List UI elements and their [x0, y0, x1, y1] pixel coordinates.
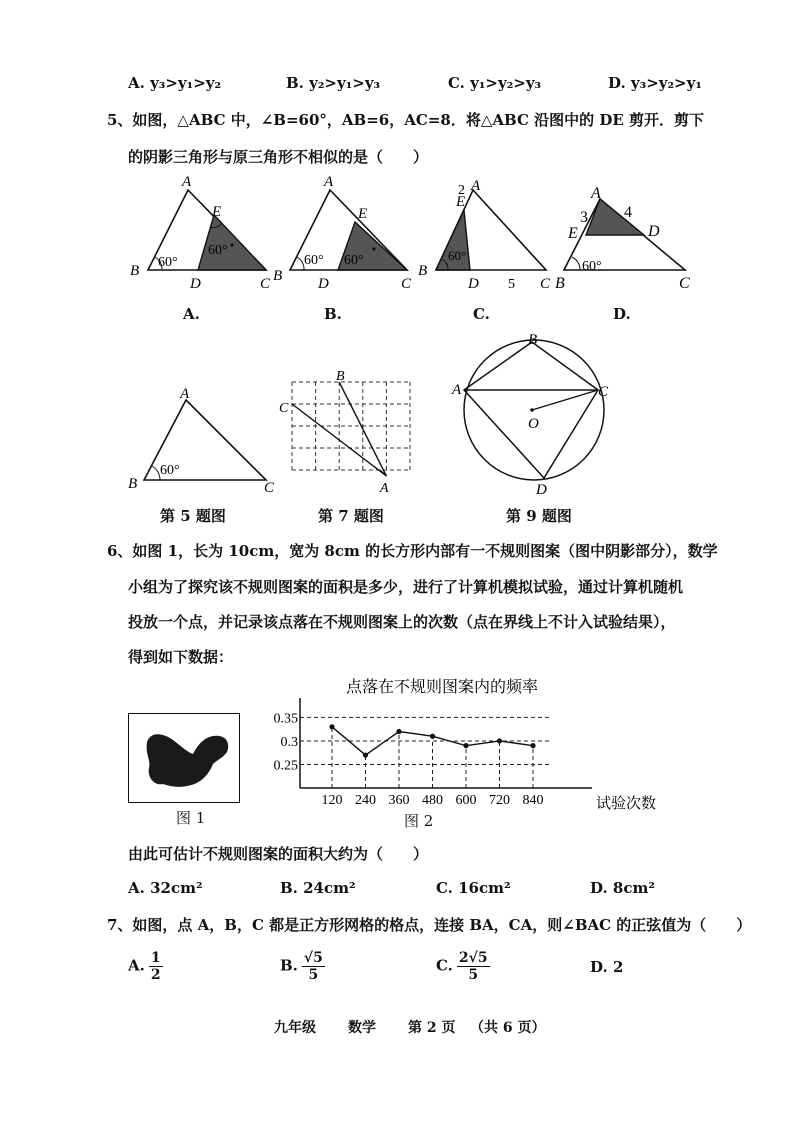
chart-x-axis-label: 试验次数 — [596, 796, 657, 812]
data-point — [363, 752, 368, 757]
label-e: E — [358, 206, 368, 222]
x-tick-label: 720 — [489, 793, 510, 808]
q5-caption-a: A. — [183, 305, 200, 323]
label-d: D — [190, 276, 201, 292]
fraction — [457, 950, 490, 983]
q6-option-a: A. 32cm² — [128, 879, 203, 897]
q6-option-c: C. 16cm² — [436, 879, 511, 897]
q6-option-b: B. 24cm² — [280, 879, 356, 897]
q7-option-c — [436, 950, 490, 983]
fraction — [149, 950, 163, 983]
option-label: A. — [128, 956, 145, 975]
label-c: C — [264, 480, 275, 496]
y-tick-label: 0.25 — [273, 758, 298, 774]
label-a: A — [324, 174, 334, 190]
q4-option-c: C. y₁>y₂>y₃ — [448, 74, 542, 92]
label-a: A — [452, 382, 462, 398]
data-point — [430, 734, 435, 739]
q6-question-line2: 小组为了探究该不规则图案的面积是多少，进行了计算机模拟试验，通过计算机随机 — [128, 578, 684, 596]
q7-option-d — [590, 958, 623, 976]
q5-caption-b: B. — [324, 305, 342, 323]
numerator: 2√5 — [458, 950, 488, 966]
label-d: D — [536, 482, 547, 498]
x-tick-label: 240 — [355, 793, 376, 808]
footer-total: （共 6 页） — [470, 1020, 546, 1036]
q7-option-a — [128, 950, 163, 983]
label-d: D — [468, 276, 479, 292]
label-c: C — [260, 276, 271, 292]
frequency-chart — [262, 672, 657, 820]
q5-option-figures — [118, 172, 688, 302]
q5-question-line1: 5、如图，△ABC 中，∠B=60°，AB=6，AC=8．将△ABC 沿图中的 DE 剪开．剪下 — [107, 111, 704, 129]
y-tick-label: 0.35 — [273, 711, 298, 727]
q6-fig2-caption: 图 2 — [404, 812, 434, 830]
segment-label-2: 2 — [458, 183, 465, 198]
segment-label-4: 4 — [624, 204, 632, 221]
label-b: B — [555, 275, 565, 292]
denominator: 2 — [150, 967, 161, 983]
label-a: A — [182, 174, 192, 190]
q5-main-figure — [118, 380, 288, 498]
label-d: D — [648, 223, 660, 240]
q5-figure-c — [418, 178, 551, 292]
q6-option-d: D. 8cm² — [590, 879, 655, 897]
data-point — [497, 738, 502, 743]
q9-circle-figure — [448, 328, 624, 498]
angle-label: 60° — [344, 253, 364, 268]
angle-label: 60° — [582, 259, 602, 274]
x-tick-label: 480 — [422, 793, 443, 808]
angle-label: 60° — [160, 463, 180, 478]
q4-option-a: A. y₃>y₁>y₂ — [128, 74, 222, 92]
option-label: C. — [436, 956, 453, 975]
x-tick-label: 840 — [522, 793, 544, 808]
q5-caption-d: D. — [613, 305, 631, 323]
label-a: A — [591, 185, 601, 202]
label-c: C — [279, 401, 289, 416]
data-point — [329, 724, 334, 729]
footer-subject: 数学 — [348, 1020, 376, 1036]
x-tick-label: 120 — [321, 793, 343, 808]
chart-title: 点落在不规则图案内的频率 — [345, 679, 539, 696]
q7-grid-figure — [276, 368, 416, 496]
label-d: D — [318, 276, 329, 292]
data-point — [463, 743, 468, 748]
label-o: O — [528, 416, 539, 432]
q6-question-line4: 得到如下数据： — [128, 648, 234, 666]
label-b: B — [418, 263, 428, 279]
label-e: E — [568, 225, 578, 242]
label-a: A — [380, 481, 389, 496]
angle-label: 60° — [158, 255, 178, 270]
figure-caption-9: 第 9 题图 — [506, 507, 572, 525]
figure-caption-5: 第 5 题图 — [160, 507, 226, 525]
q6-sub-question: 由此可估计不规则图案的面积大约为（ ） — [128, 845, 429, 863]
figure-caption-7: 第 7 题图 — [318, 507, 384, 525]
numerator: √5 — [303, 950, 323, 966]
q7-question: 7、如图，点 A，B，C 都是正方形网格的格点，连接 BA，CA，则∠BAC 的正弦值为（ ） — [107, 916, 752, 934]
q5-figure-b — [273, 174, 412, 292]
irregular-shape — [129, 714, 239, 802]
label-b: B — [128, 476, 138, 492]
segment-label-3: 3 — [580, 209, 588, 226]
q7-option-b — [280, 950, 325, 983]
data-point — [530, 743, 535, 748]
q4-option-b: B. y₂>y₁>y₃ — [286, 74, 381, 92]
option-value: 2 — [612, 958, 624, 976]
q5-figure-d — [555, 185, 690, 292]
fraction — [302, 950, 325, 983]
label-b: B — [528, 332, 538, 348]
angle-label: 60° — [448, 248, 467, 263]
denominator: 5 — [468, 967, 479, 983]
numerator: 1 — [150, 950, 161, 966]
option-label: B. — [280, 956, 298, 975]
y-tick-label: 0.3 — [280, 734, 298, 750]
label-c: C — [679, 275, 690, 292]
q4-option-d: D. y₃>y₂>y₁ — [608, 74, 702, 92]
label-a: A — [471, 178, 481, 194]
q6-question-line1: 6、如图 1，长为 10cm，宽为 8cm 的长方形内部有一不规则图案（图中阴影部分），数学 — [107, 542, 718, 560]
x-tick-label: 600 — [455, 793, 477, 808]
angle-label: 60° — [304, 253, 324, 268]
label-b: B — [336, 369, 345, 384]
label-c: C — [401, 276, 412, 292]
angle-label: 60° — [208, 243, 228, 258]
q6-question-line3: 投放一个点，并记录该点落在不规则图案上的次数（点在界线上不计入试验结果）， — [128, 613, 676, 631]
x-tick-label: 360 — [388, 793, 410, 808]
footer-grade: 九年级 — [274, 1020, 316, 1036]
q6-figure1-rect — [128, 713, 240, 803]
label-b: B — [273, 268, 283, 284]
q5-caption-c: C. — [473, 305, 490, 323]
footer-page: 第 2 页 — [408, 1020, 456, 1036]
label-b: B — [130, 263, 140, 279]
label-e: E — [212, 204, 222, 220]
label-a: A — [180, 386, 190, 402]
data-point — [396, 729, 401, 734]
q5-question-line2: 的阴影三角形与原三角形不相似的是（ ） — [128, 148, 429, 166]
label-e: E — [456, 194, 466, 210]
segment-label-5: 5 — [508, 277, 515, 292]
denominator: 5 — [308, 967, 319, 983]
option-label: D. — [590, 958, 608, 976]
label-c: C — [598, 384, 609, 400]
q6-fig1-caption: 图 1 — [176, 809, 206, 827]
q5-figure-a — [130, 174, 271, 292]
label-c: C — [540, 276, 551, 292]
